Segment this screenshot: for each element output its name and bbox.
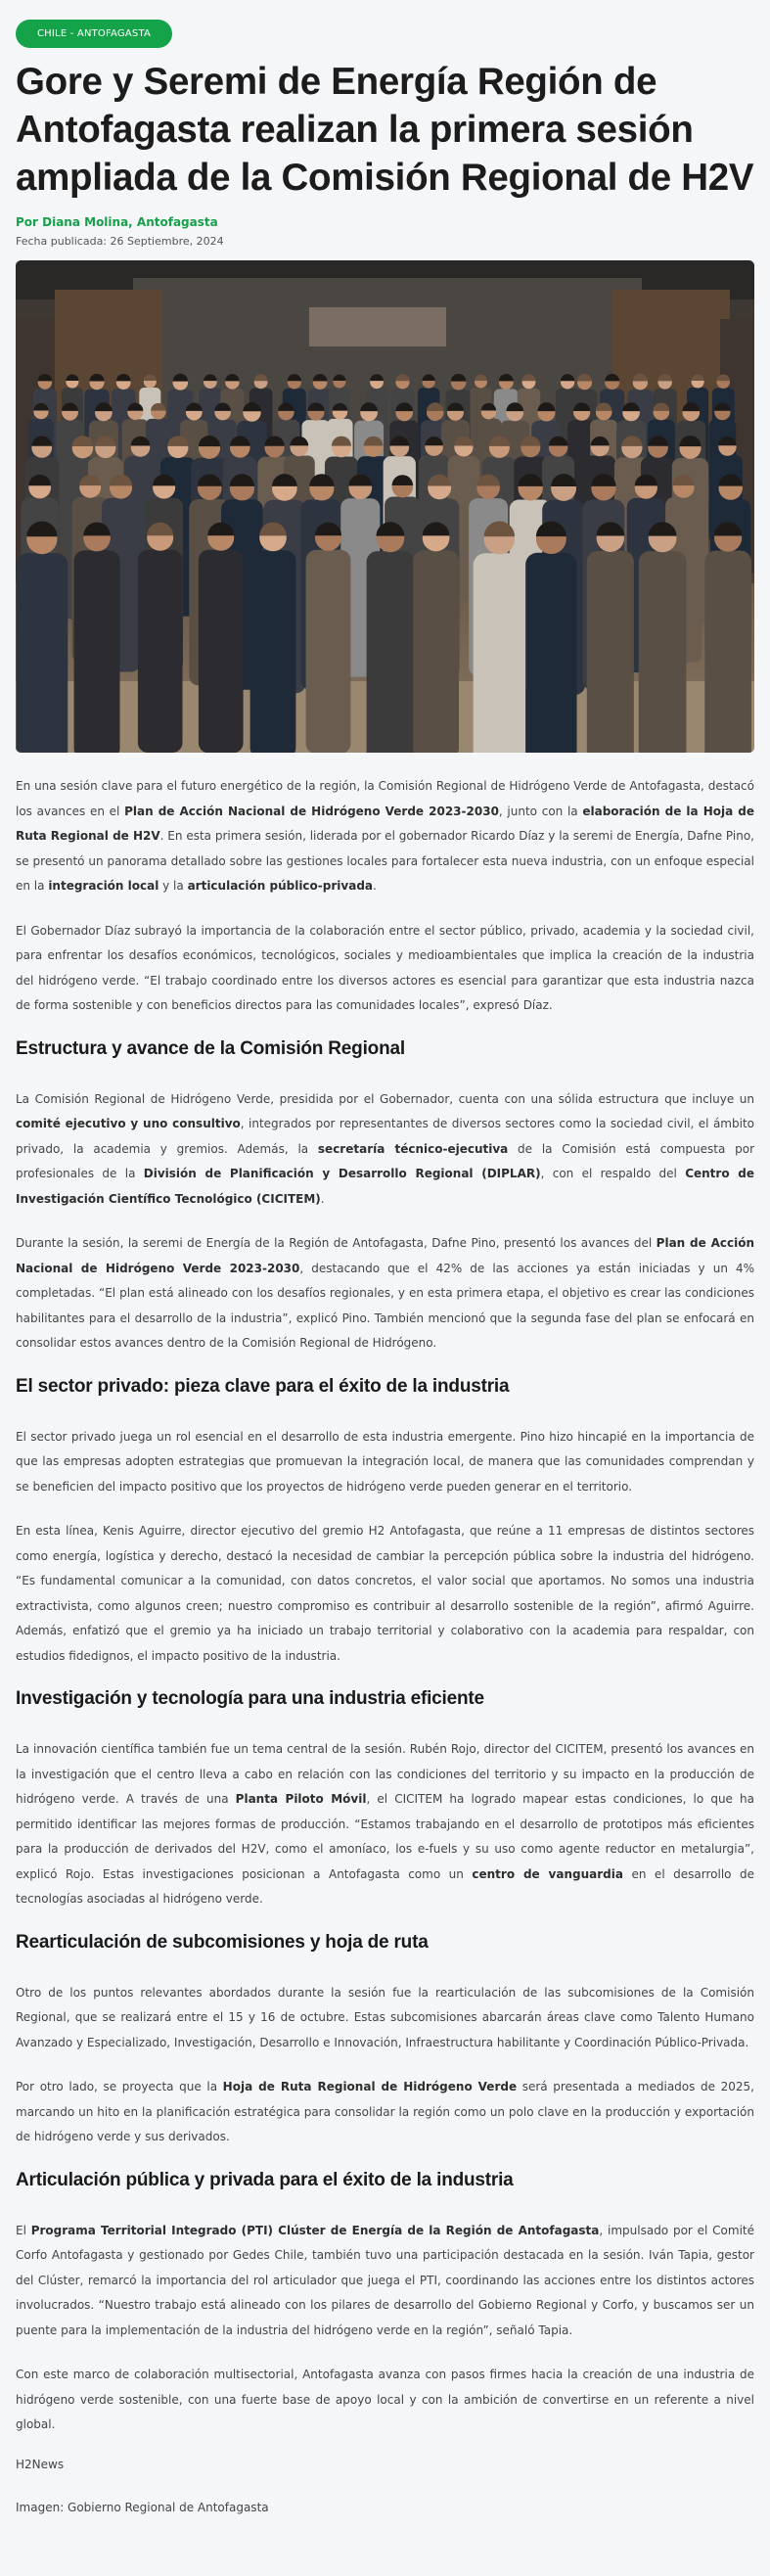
paragraph-sector-privado: El sector privado juega un rol esencial en el desarrollo de esta industria emergente. Pino hizo hincapié en la importancia de que las empresas adopten estrategias que promuevan la integración local, de manera que las comunidades comprendan y se beneficien del impacto positivo que los proyectos de hidrógeno verde pueden generar en el territorio. xyxy=(16,1429,754,1494)
person-body xyxy=(250,550,296,753)
paragraph-subcomisiones: Otro de los puntos relevantes abordados durante la sesión fue la rearticulación de las subcomisiones de la Comisión Regional, que se realizará entre el 15 y 16 de octubre. Estas subcomisiones abarcarán áreas clave como Talento Humano Avanzado y Especializado, Investigación, Desarrollo e Innovación, Infraestructura habilitante y Coordinación Público-Privada. xyxy=(16,1985,754,2049)
person-body xyxy=(587,551,634,753)
paragraph-governor: El Gobernador Díaz subrayó la importancia de la colaboración entre el sector público, privado, academia y la sociedad civil, para enfrentar los desafíos económicos, tecnológicos, sociales y medioambientales que implica la creación de la industria del hidrógeno verde. “El trabajo coordinado entre los diversos actores es esencial para garantizar que esta industria nazca de forma sostenible y con beneficios directos para las comunidades locales”, expresó Díaz. xyxy=(16,923,754,1012)
person-body xyxy=(525,553,576,753)
category-tag[interactable]: CHILE - ANTOFAGASTA xyxy=(16,20,172,48)
paragraph-estructura: La Comisión Regional de Hidrógeno Verde, presidida por el Gobernador, cuenta con una sólida estructura que incluye un comité ejecutivo y uno consultivo, integrados por representantes de diversos sectores como la sociedad civil, el ámbito privado, la academia y gremios. Además, la secretaría técnico-ejecutiva de la Comisión está compuesta por profesionales de la División de Planificación y Desarrollo Regional (DIPLAR), con el respaldo del Centro de Investigación Científico Tecnológico (CICITEM). xyxy=(16,1091,755,1206)
paragraph-avances: Durante la sesión, la seremi de Energía de la Región de Antofagasta, Dafne Pino, presentó los avances del Plan de Acción Nacional de Hidrógeno Verde 2023-2030, destacando que el 42% de las acciones ya están iniciadas y un 4% completadas. “El plan está alineado con los desafíos regionales, y en esta primera etapa, el objetivo es crear las condiciones habilitantes para el desarrollo de la industria”, explicó Pino. También mencionó que la segunda fase del plan se enfocará en consolidar estos avances dentro de la Comisión Regional de Hidrógeno. xyxy=(16,1236,755,1350)
paragraph-pti: El Programa Territorial Integrado (PTI) Clúster de Energía de la Región de Antofagasta, impulsado por el Comité Corfo Antofagasta y gestionado por Gedes Chile, también tuvo una participación destacada en la sesión. Iván Tapia, gestor del Clúster, remarcó la importancia del rol articulador que juega el PTI, coordinando las acciones entre los distintos actores involucrados. “Nuestro trabajo está alineado con los pilares de desarrollo del Gobierno Regional y Corfo, y buscamos ser un puente para la implementación de la industria del hidrógeno verde en la región”, señaló Tapia. xyxy=(16,2223,754,2337)
person-body xyxy=(704,551,751,753)
heading-rearticulacion: Rearticulación de subcomisiones y hoja de ruta xyxy=(16,1931,429,1953)
heading-estructura: Estructura y avance de la Comisión Regional xyxy=(16,1037,405,1059)
person-body xyxy=(413,550,459,753)
paragraph-intro: En una sesión clave para el futuro energético de la región, la Comisión Regional de Hidrógeno Verde de Antofagasta, destacó los avances en el Plan de Acción Nacional de Hidrógeno Verde 2023-2030, junto con la elaboración de la Hoja de Ruta Regional de H2V. En esta primera sesión, liderada por el gobernador Ricardo Díaz y la seremi de Energía, Dafne Pino, se presentó un panorama detallado sobre las gestiones locales para fortalecer esta nueva industria, con un enfoque especial en la integración local y la articulación público-privada. xyxy=(16,779,754,893)
article-body xyxy=(16,774,754,2514)
publish-date: Fecha publicada: 26 Septiembre, 2024 xyxy=(16,235,224,248)
paragraph-conclusion: Con este marco de colaboración multisectorial, Antofagasta avanza con pasos firmes hacia la creación de una industria de hidrógeno verde sostenible, con una fuerte base de apoyo local y con la ambición de convertirse en un referente a nivel global. xyxy=(16,2368,754,2431)
paragraph-aguirre: En esta línea, Kenis Aguirre, director ejecutivo del gremio H2 Antofagasta, que reúne a 11 empresas de distintos sectores como energía, logística y derecho, destacó la necesidad de cambiar la percepción pública sobre la industria del hidrógeno. “Es fundamental comunicar a la comunidad, con datos concretos, el valor social que aportamos. No somos una industria extractivista, como algunos creen; nuestro compromiso es contribuir al desarrollo sostenible de la región”, afirmó Aguirre. Además, enfatizó que el gremio ya ha iniciado un trabajo territorial y colaborativo con la academia para respaldar, con estudios fidedignos, el impacto positivo de la industria. xyxy=(16,1524,754,1663)
person-body xyxy=(138,550,183,753)
article-title: Gore y Seremi de Energía Región de Antofagasta realizan la primera sesión ampliada de la Comisión Regional de H2V xyxy=(16,61,754,199)
heading-articulacion: Articulación pública y privada para el éxito de la industria xyxy=(16,2169,514,2190)
person-body xyxy=(16,553,68,753)
article-author[interactable]: Por Diana Molina, Antofagasta xyxy=(16,215,218,229)
heading-investigacion: Investigación y tecnología para una industria eficiente xyxy=(16,1688,484,1709)
image-credit: Imagen: Gobierno Regional de Antofagasta xyxy=(16,2500,269,2514)
person-body xyxy=(199,550,244,753)
person-body xyxy=(474,553,525,753)
person-body xyxy=(367,551,415,753)
person-body xyxy=(639,551,687,753)
group-photo xyxy=(16,260,754,753)
paragraph-investigacion: La innovación científica también fue un tema central de la sesión. Rubén Rojo, director del CICITEM, presentó los avances en la investigación que el centro lleva a cabo en relación con las condiciones del territorio y su impacto en la producción de hidrógeno verde. A través de una Planta Piloto Móvil, el CICITEM ha logrado mapear estas condiciones, lo que ha permitido identificar las mejores formas de producción. “Estamos trabajando en el desarrollo de prototipos más eficientes para la producción de derivados del H2V, como el amoníaco, los e-fuels y su uso como agente reductor en metalurgia”, explicó Rojo. Estas investigaciones posicionan a Antofagasta como un centro de vanguardia en el desarrollo de tecnologías asociadas al hidrógeno verde. xyxy=(16,1742,754,1906)
person-body xyxy=(306,550,351,753)
person-body xyxy=(74,550,120,753)
heading-sector-privado: El sector privado: pieza clave para el éxito de la industria xyxy=(16,1375,510,1397)
paragraph-hoja-de-ruta: Por otro lado, se proyecta que la Hoja de Ruta Regional de Hidrógeno Verde será presentada a mediados de 2025, marcando un hito en la planificación estratégica para consolidar la región como un polo clave en la producción y exportación de hidrógeno verde y sus derivados. xyxy=(16,2080,754,2143)
source-label: H2News xyxy=(16,2457,65,2471)
